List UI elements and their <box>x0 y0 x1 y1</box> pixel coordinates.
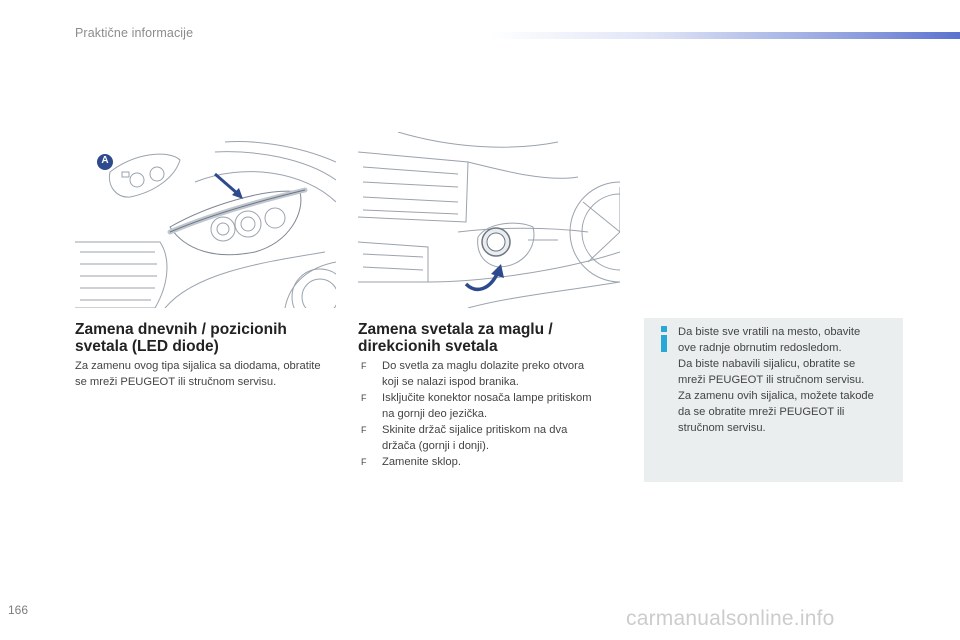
step-3-line1: Skinite držač sijalice pritiskom na dva <box>382 424 568 436</box>
header-accent-bar <box>490 32 960 39</box>
step-3-line2: držača (gornji i donji). <box>382 440 489 452</box>
bullet-arrow-icon: F <box>361 425 367 435</box>
header-title: Praktične informacije <box>75 26 194 40</box>
step-4-line1: Zamenite sklop. <box>382 456 461 468</box>
fog-steps-list <box>358 358 620 470</box>
bullet-arrow-icon: F <box>361 393 367 403</box>
led-headlamp-illustration <box>75 132 336 308</box>
led-section-title-line1: Zamena dnevnih / pozicionih <box>75 321 287 338</box>
bullet-arrow-icon: F <box>361 361 367 371</box>
fog-section-title-line1: Zamena svetala za maglu / <box>358 321 553 338</box>
step-1-line1: Do svetla za maglu dolazite preko otvora <box>382 360 585 372</box>
page-number: 166 <box>8 603 29 617</box>
led-section-title-line2: svetala (LED diode) <box>75 338 219 355</box>
list-item <box>358 358 620 390</box>
step-2-line1: Isključite konektor nosača lampe pritiskom <box>382 392 592 404</box>
info-line: Da biste nabavili sijalicu, obratite se <box>678 358 856 370</box>
info-line: Da biste sve vratili na mesto, obavite <box>678 326 861 338</box>
bullet-arrow-icon: F <box>361 457 367 467</box>
watermark: carmanualsonline.info <box>626 607 835 630</box>
step-1-line2: koji se nalazi ispod branika. <box>382 376 519 388</box>
info-line: ove radnje obrnutim redosledom. <box>678 342 842 354</box>
callout-a-label: A <box>101 155 109 166</box>
info-box <box>644 318 903 482</box>
led-section-body: Za zamenu ovog tipa sijalica sa diodama, obratite se mreži PEUGEOT ili stručnom servisu. <box>75 360 321 388</box>
step-2-line2: na gornji deo jezička. <box>382 408 488 420</box>
fog-section-title-line2: direkcionih svetala <box>358 338 498 355</box>
info-line: da se obratite mreži PEUGEOT ili <box>678 406 845 418</box>
info-line: stručnom servisu. <box>678 422 766 434</box>
list-item <box>358 422 620 454</box>
fog-section-title <box>358 321 618 355</box>
led-section-title <box>75 321 335 355</box>
info-line: mreži PEUGEOT ili stručnom servisu. <box>678 374 865 386</box>
list-item <box>358 390 620 422</box>
info-text <box>678 324 898 436</box>
list-item <box>358 454 620 470</box>
info-icon <box>658 326 670 352</box>
info-line: Za zamenu ovih sijalica, možete takođe <box>678 390 874 402</box>
fog-lamp-illustration <box>358 132 620 308</box>
